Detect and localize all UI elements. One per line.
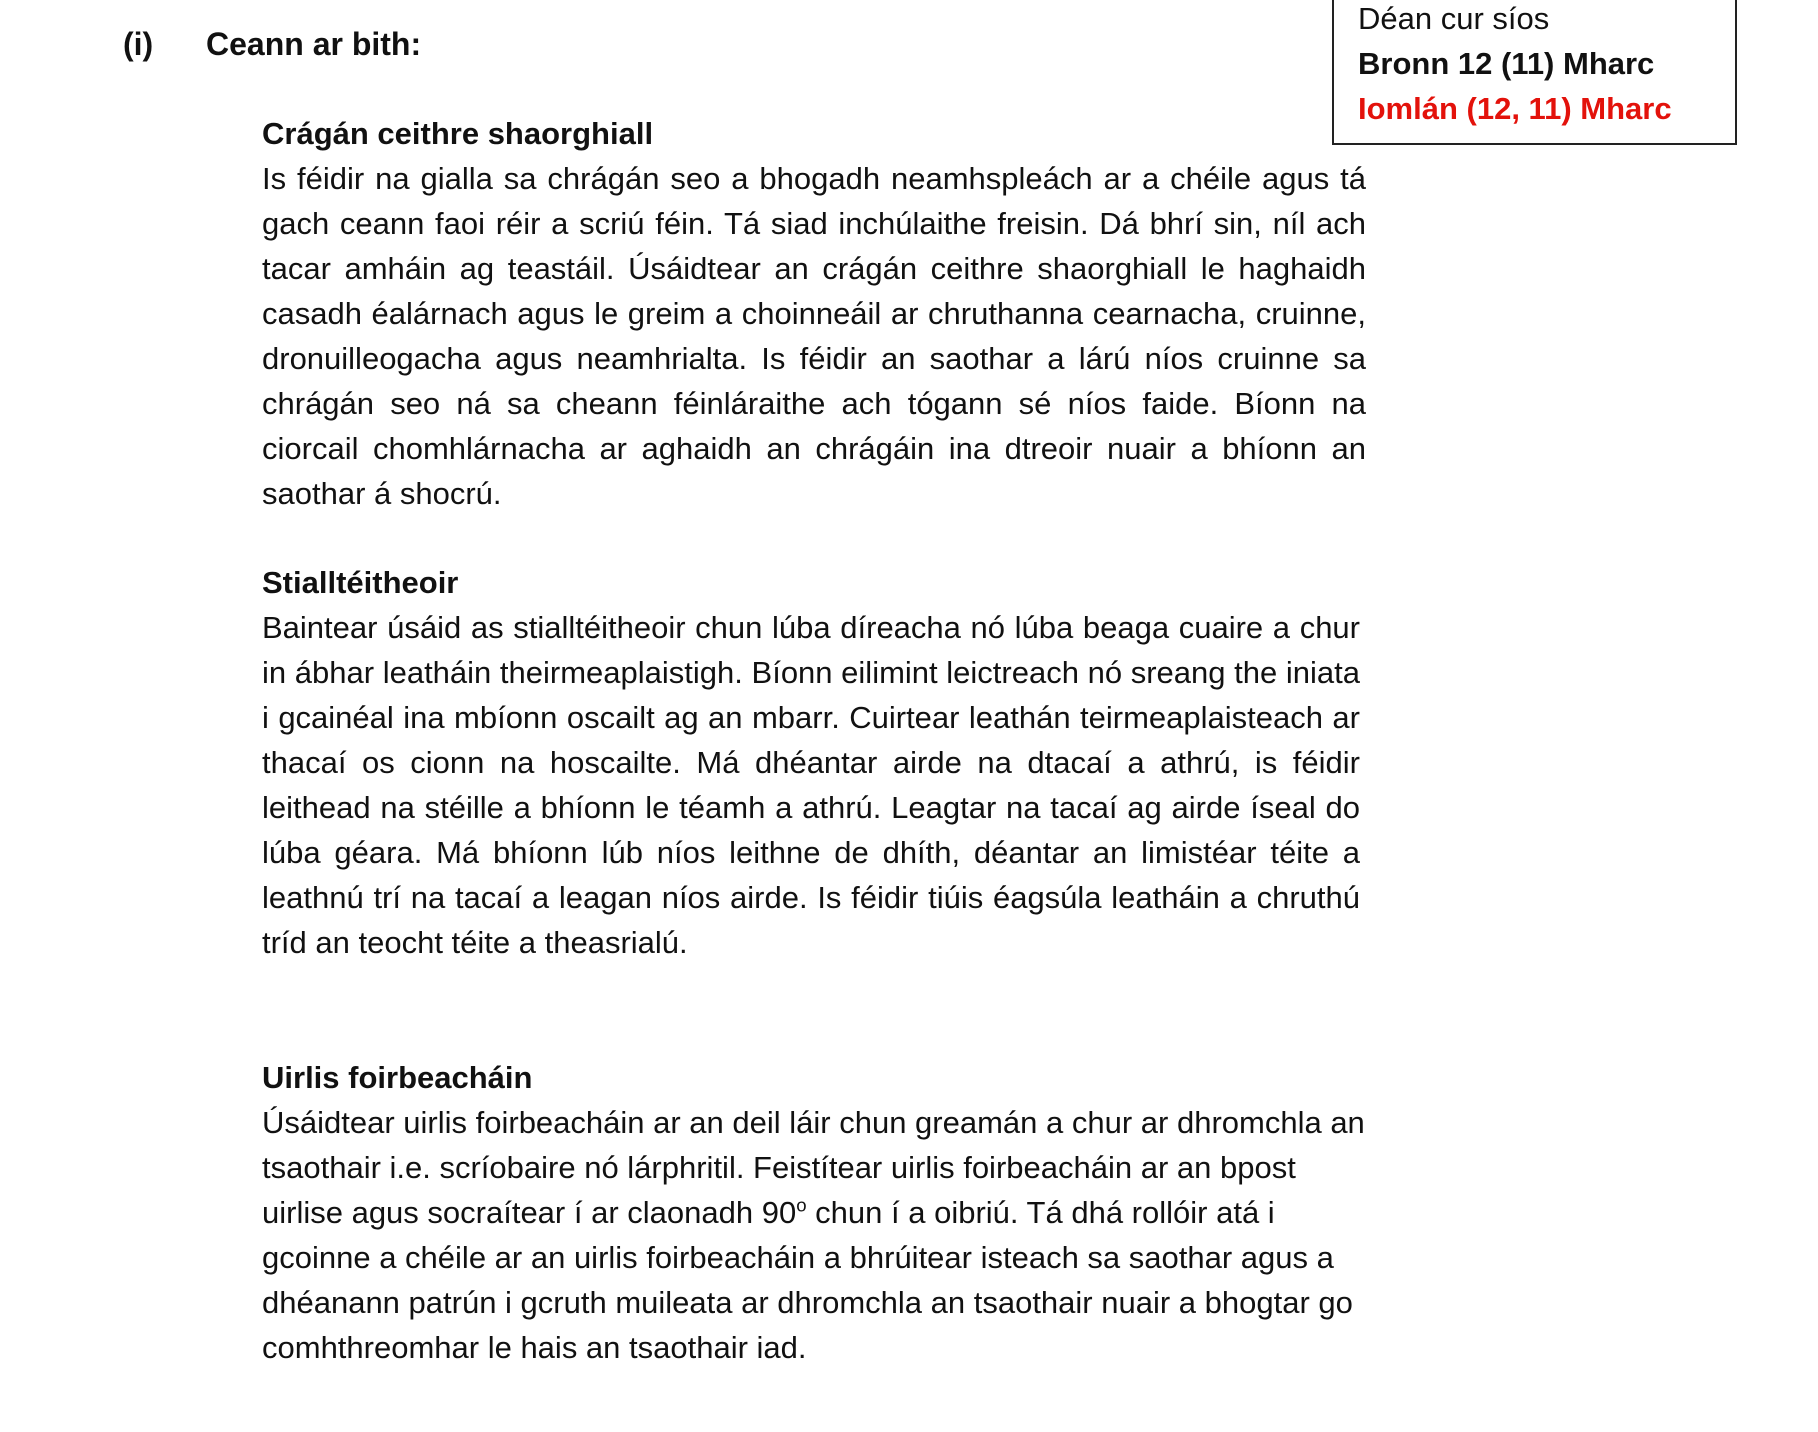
question-number: (i) [123, 26, 154, 62]
section-heading: Uirlis foirbeacháin [262, 1060, 533, 1095]
marks-award: Bronn 12 (11) Mharc [1358, 46, 1655, 81]
section-heading: Crágán ceithre shaorghiall [262, 116, 654, 151]
section-body: Is féidir na gialla sa chrágán seo a bhogadh neamhspleách ar a chéile agus tá gach ceann faoi réir a scriú féin. Tá siad inchúlaithe freisin. Dá bhrí sin, níl ach tacar amháin ag teastáil. Úsáidtear an crágán ceithre shaorghiall le haghaidh casadh éalárnach agus le greim a choinneáil ar chruthanna cearnacha, cruinne, dronuilleogacha agus neamhrialta. Is féidir an saothar a lárú níos cruinne sa chrágán seo ná sa cheann féinláraithe ach tógann sé níos faide. Bíonn na ciorcail chomhlárnacha ar aghaidh an chrágáin ina dtreoir nuair a bhíonn an saothar á shocrú. [262, 161, 1366, 511]
section-body [262, 1100, 1366, 1370]
section-knurling-tool [262, 1055, 1366, 1370]
section-chuck [262, 111, 1366, 516]
question-title: Ceann ar bith: [206, 26, 422, 62]
section-strip-heater [262, 560, 1360, 965]
section-body: Baintear úsáid as stialltéitheoir chun lúba díreacha nó lúba beaga cuaire a chur in ábhar leatháin theirmeaplaistigh. Bíonn eilimint leictreach nó sreang the iniata i gcainéal ina mbíonn oscailt ag an mbarr. Cuirtear leathán teirmeaplaisteach ar thacaí os cionn na hoscailte. Má dhéantar airde na dtacaí a athrú, is féidir leithead na stéille a bhíonn le téamh a athrú. Leagtar na tacaí ag airde íseal do lúba géara. Má bhíonn lúb níos leithne de dhíth, déantar an limistéar téite a leathnú trí na tacaí a leagan níos airde. Is féidir tiúis éagsúla leatháin a chruthú tríd an teocht téite a theasrialú. [262, 610, 1360, 960]
degree-superscript: o [796, 1194, 807, 1216]
section-body-part-2: chun í a oibriú. Tá dhá rollóir atá i gcoinne a chéile ar an uirlis foirbeacháin a bhrúitear isteach sa saothar agus a dhéanann patrún i gcruth muileata ar dhromchla an tsaothair nuair a bhogtar go comhthreomhar le hais an tsaothair iad. [262, 1195, 1353, 1365]
section-body-part-1: Úsáidtear uirlis foirbeacháin ar an deil láir chun greamán a chur ar dhromchla an tsaothair i.e. scríobaire nó lárphritil. Feistítear uirlis foirbeacháin ar an bpost uirlise agus socraítear í ar claonadh 90 [262, 1105, 1365, 1230]
marks-total: Iomlán (12, 11) Mharc [1358, 91, 1672, 126]
marks-box [1332, 0, 1737, 145]
marks-instruction: Déan cur síos [1358, 1, 1550, 36]
section-heading: Stialltéitheoir [262, 565, 459, 600]
